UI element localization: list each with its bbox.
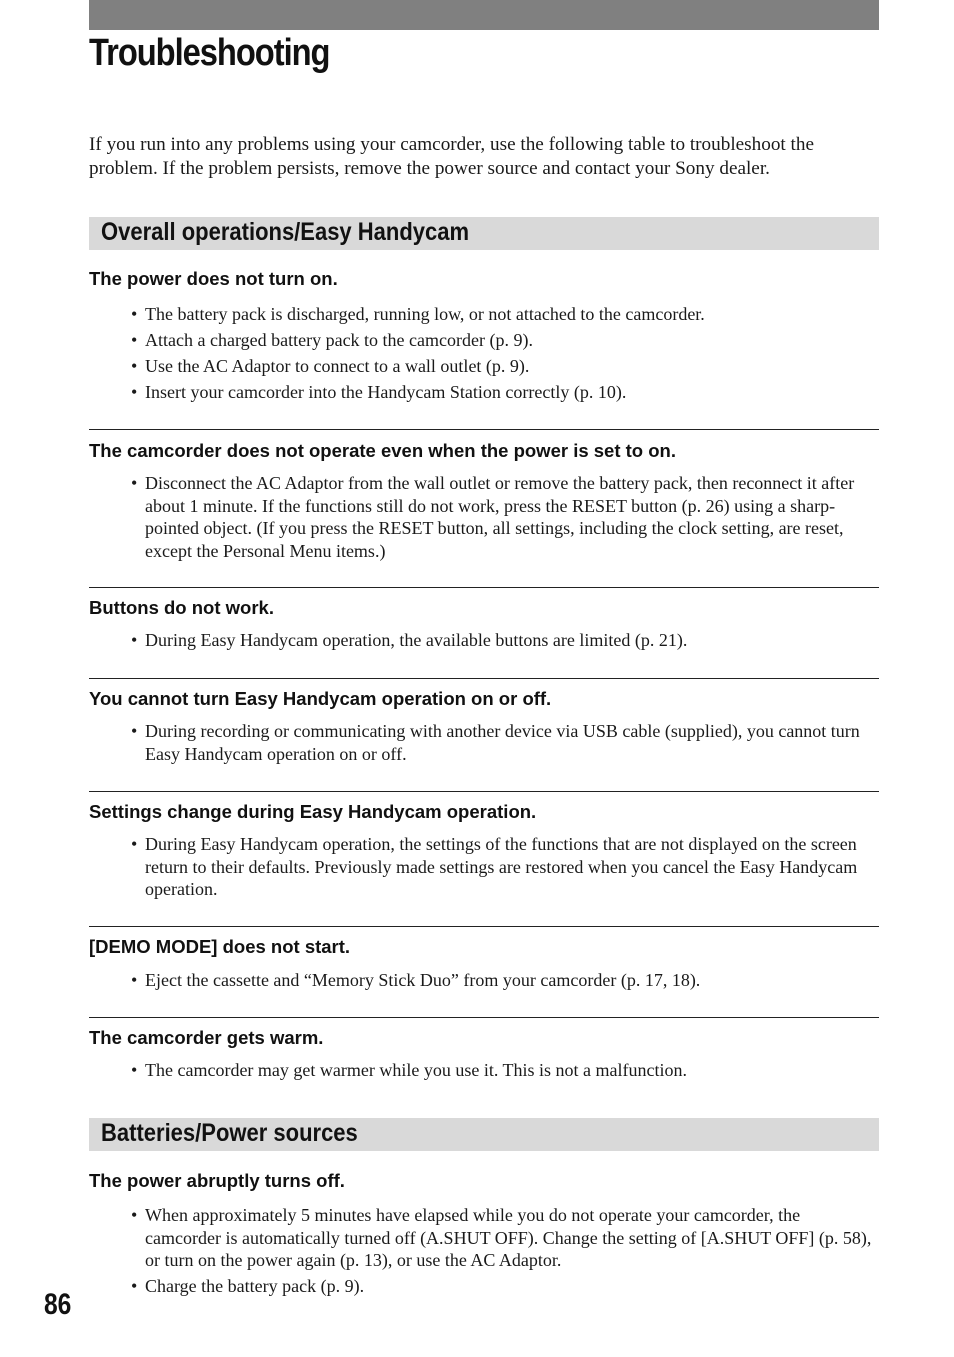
divider (89, 678, 879, 679)
section-header-overall-operations (89, 217, 879, 250)
issue-solutions-settings-change (89, 833, 879, 904)
list-item: • Disconnect the AC Adaptor from the wall outlet or remove the battery pack, then reconnect it after about 1 minute. If the functions still do not work, press the RESET button (p. 26) using a sharp-pointed object. (If you press the RESET button, all settings, including the clock setting, are reset, except the Personal Menu items.) (89, 472, 879, 562)
issue-solutions-easy-handycam-toggle (89, 720, 879, 769)
list-item: • During Easy Handycam operation, the settings of the functions that are not displayed on the screen return to their defaults. Previously made settings are restored when you cancel the Easy Handycam operation. (89, 833, 879, 901)
page-number: 86 (44, 1288, 72, 1321)
list-item: • During Easy Handycam operation, the available buttons are limited (p. 21). (89, 629, 879, 652)
list-item: • When approximately 5 minutes have elapsed while you do not operate your camcorder, the camcorder is automatically turned off (A.SHUT OFF). Change the setting of [A.SHUT OFF] (p. 58), or turn on the power again (p. 13), or use the AC Adaptor. (89, 1204, 879, 1272)
issue-solutions-power-not-on (89, 303, 879, 407)
issue-heading-buttons-not-work: Buttons do not work. (89, 597, 274, 618)
divider (89, 791, 879, 792)
issue-solutions-power-turns-off (89, 1204, 879, 1301)
section-title: Overall operations/Easy Handycam (101, 218, 470, 246)
issue-heading-power-not-on: The power does not turn on. (89, 268, 338, 289)
issue-heading-demo-mode: [DEMO MODE] does not start. (89, 936, 351, 957)
issue-solutions-gets-warm (89, 1059, 879, 1085)
section-title: Batteries/Power sources (101, 1119, 358, 1147)
issue-heading-gets-warm: The camcorder gets warm. (89, 1027, 324, 1048)
list-item: • Eject the cassette and “Memory Stick Duo” from your camcorder (p. 17, 18). (89, 969, 879, 992)
issue-solutions-buttons-not-work (89, 629, 879, 655)
list-item: • Attach a charged battery pack to the camcorder (p. 9). (89, 329, 879, 352)
list-item: • Use the AC Adaptor to connect to a wall outlet (p. 9). (89, 355, 879, 378)
list-item: • During recording or communicating with another device via USB cable (supplied), you cannot turn Easy Handycam operation on or off. (89, 720, 879, 765)
top-decorative-bar (89, 0, 879, 30)
divider (89, 926, 879, 927)
divider (89, 1017, 879, 1018)
issue-heading-does-not-operate: The camcorder does not operate even when the power is set to on. (89, 440, 676, 461)
list-item: • Insert your camcorder into the Handycam Station correctly (p. 10). (89, 381, 879, 404)
divider (89, 587, 879, 588)
list-item: • The battery pack is discharged, running low, or not attached to the camcorder. (89, 303, 879, 326)
list-item: • Charge the battery pack (p. 9). (89, 1275, 879, 1298)
intro-paragraph: If you run into any problems using your camcorder, use the following table to troubleshoot the problem. If the problem persists, remove the power source and contact your Sony dealer. (89, 134, 815, 179)
section-header-batteries-power (89, 1118, 879, 1151)
divider (89, 429, 879, 430)
issue-heading-power-turns-off: The power abruptly turns off. (89, 1170, 345, 1191)
issue-heading-easy-handycam-toggle: You cannot turn Easy Handycam operation on or off. (89, 688, 552, 709)
issue-solutions-demo-mode (89, 969, 879, 995)
list-item: • The camcorder may get warmer while you use it. This is not a malfunction. (89, 1059, 879, 1082)
page-title: Troubleshooting (89, 32, 330, 74)
issue-solutions-does-not-operate (89, 472, 879, 566)
issue-heading-settings-change: Settings change during Easy Handycam operation. (89, 801, 537, 822)
